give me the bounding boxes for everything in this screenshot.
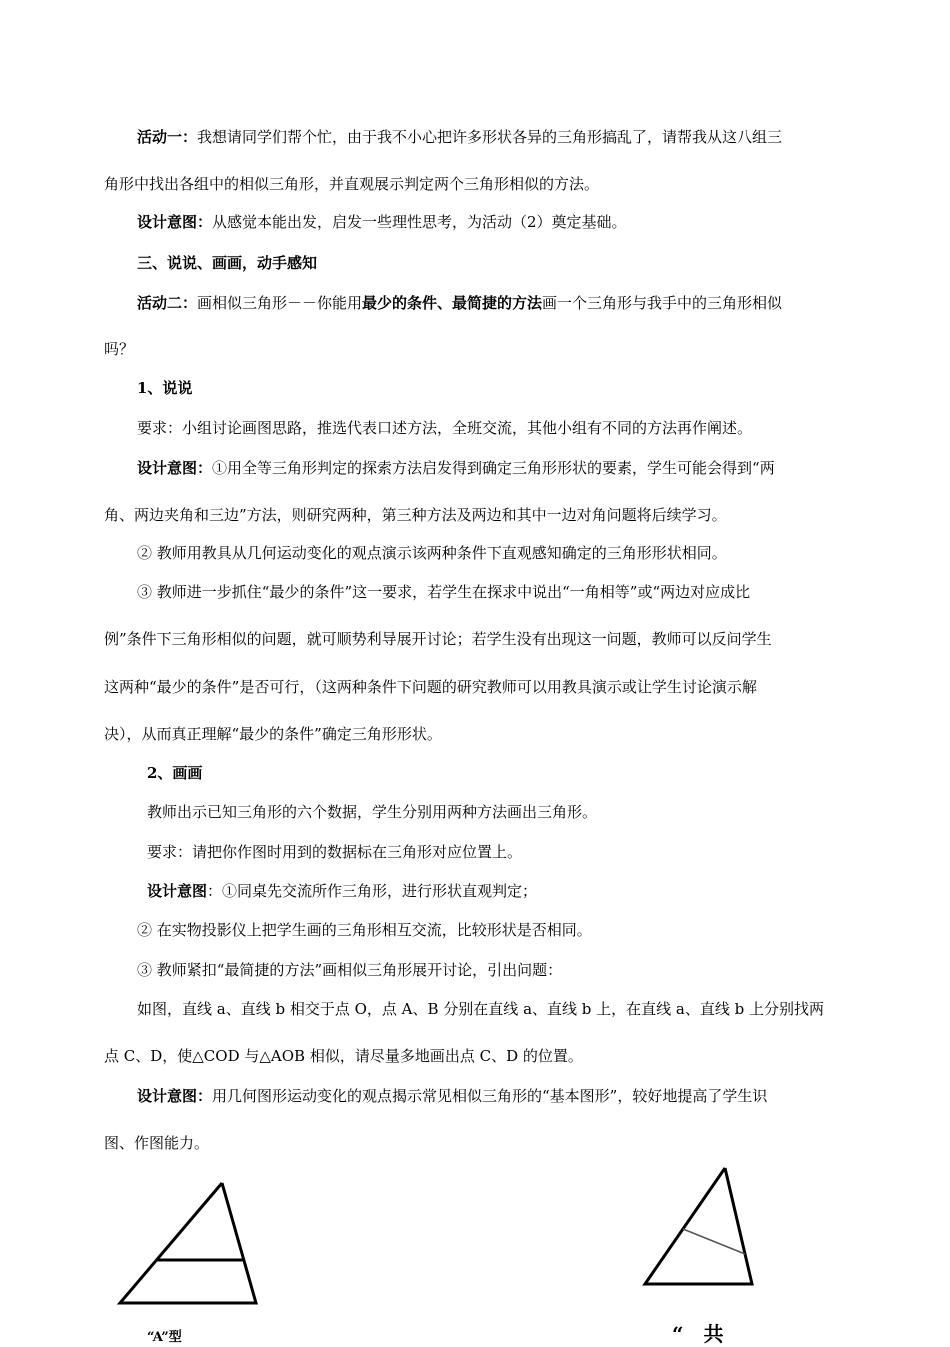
- design-intent-1: [137, 212, 627, 232]
- a-type-caption: “A”型: [147, 1330, 182, 1345]
- activity-two-label: 活动二：: [137, 294, 198, 312]
- design-intent-1-text: 从感觉本能出发，启发一些理性思考，为活动（2）奠定基础。: [212, 213, 627, 231]
- problem-line-2: 点 C、D，使△COD 与△AOB 相似，请尽量多地画出点 C、D 的位置。: [104, 1047, 583, 1065]
- shared-angle-triangle-figure: [635, 1160, 765, 1295]
- activity-two-text-pre: 画相似三角形－－你能用: [197, 294, 363, 312]
- design-intent-3-label: 设计意图: [147, 882, 208, 900]
- point-3-line-1: ③ 教师进一步抓住“最少的条件”这一要求，若学生在探求中说出“一角相等”或“两边对应成比: [137, 583, 751, 601]
- problem-line-1: 如图，直线 a、直线 b 相交于点 O，点 A、B 分别在直线 a、直线 b 上，在直线 a、直线 b 上分别找两: [137, 1000, 825, 1018]
- activity-one-label: 活动一：: [137, 128, 198, 146]
- point-2-projector: ② 在实物投影仪上把学生画的三角形相互交流，比较形状是否相同。: [137, 921, 592, 939]
- activity-two-line-1: [137, 293, 782, 313]
- design-intent-2-label: 设计意图：: [137, 459, 213, 477]
- requirement-2: 要求：请把你作图时用到的数据标在三角形对应位置上。: [147, 843, 523, 861]
- activity-one-line-2: 角形中找出各组中的相似三角形，并直观展示判定两个三角形相似的方法。: [104, 175, 600, 193]
- design-intent-4-line-1: [137, 1086, 767, 1106]
- activity-one-text-a: 我想请同学们帮个忙，由于我不小心把许多形状各异的三角形搞乱了，请帮我从这八组三: [197, 128, 783, 146]
- point-3-line-4: 决），从而真正理解“最少的条件”确定三角形形状。: [104, 725, 442, 743]
- subheading-draw: 2、画画: [147, 764, 203, 782]
- activity-two-line-2: 吗？: [104, 340, 135, 358]
- design-intent-4-text-a: 用几何图形运动变化的观点揭示常见相似三角形的“基本图形”，较好地提高了学生识: [212, 1087, 768, 1105]
- activity-two-text-post: 画一个三角形与我手中的三角形相似: [542, 294, 783, 312]
- point-3-line-3: 这两种“最少的条件”是否可行，（这两种条件下问题的研究教师可以用教具演示或让学生讨论演示解: [104, 678, 757, 696]
- a-type-triangle-figure: [110, 1175, 270, 1315]
- design-intent-3-text: ：①同桌先交流所作三角形，进行形状直观判定；: [207, 882, 538, 900]
- activity-one-line-1: [137, 127, 782, 147]
- shared-angle-segment: [683, 1229, 745, 1254]
- point-2-demo: ② 教师用教具从几何运动变化的观点演示该两种条件下直观感知确定的三角形形状相同。: [137, 544, 727, 562]
- design-intent-4-label: 设计意图：: [137, 1087, 213, 1105]
- design-intent-2-line-1: [137, 458, 775, 478]
- subheading-speak: 1、说说: [137, 379, 193, 397]
- section-heading-3: 三、说说、画画，动手感知: [137, 254, 318, 272]
- design-intent-4-line-2: 图、作图能力。: [104, 1134, 210, 1152]
- design-intent-2-line-2: 角、两边夹角和三边”方法，则研究两种，第三种方法及两边和其中一边对角问题将后续学习。: [104, 506, 727, 524]
- activity-two-text-bold: 最少的条件、最简捷的方法: [362, 294, 543, 312]
- design-intent-3: [147, 881, 537, 901]
- point-3-discussion: ③ 教师紧扣“最简捷的方法”画相似三角形展开讨论，引出问题：: [137, 961, 563, 979]
- a-type-triangle-outline: [120, 1183, 256, 1303]
- design-intent-1-label: 设计意图：: [137, 213, 213, 231]
- shared-angle-caption: “ 共: [672, 1322, 724, 1346]
- teacher-shows-data: 教师出示已知三角形的六个数据，学生分别用两种方法画出三角形。: [147, 803, 598, 821]
- requirement-1: 要求：小组讨论画图思路，推选代表口述方法，全班交流，其他小组有不同的方法再作阐述。: [137, 419, 753, 437]
- shared-angle-triangle-outline: [645, 1168, 752, 1284]
- design-intent-2-text-a: ①用全等三角形判定的探索方法启发得到确定三角形形状的要素，学生可能会得到“两: [212, 459, 775, 477]
- point-3-line-2: 例”条件下三角形相似的问题，就可顺势利导展开讨论；若学生没有出现这一问题，教师可以反问学生: [104, 630, 772, 648]
